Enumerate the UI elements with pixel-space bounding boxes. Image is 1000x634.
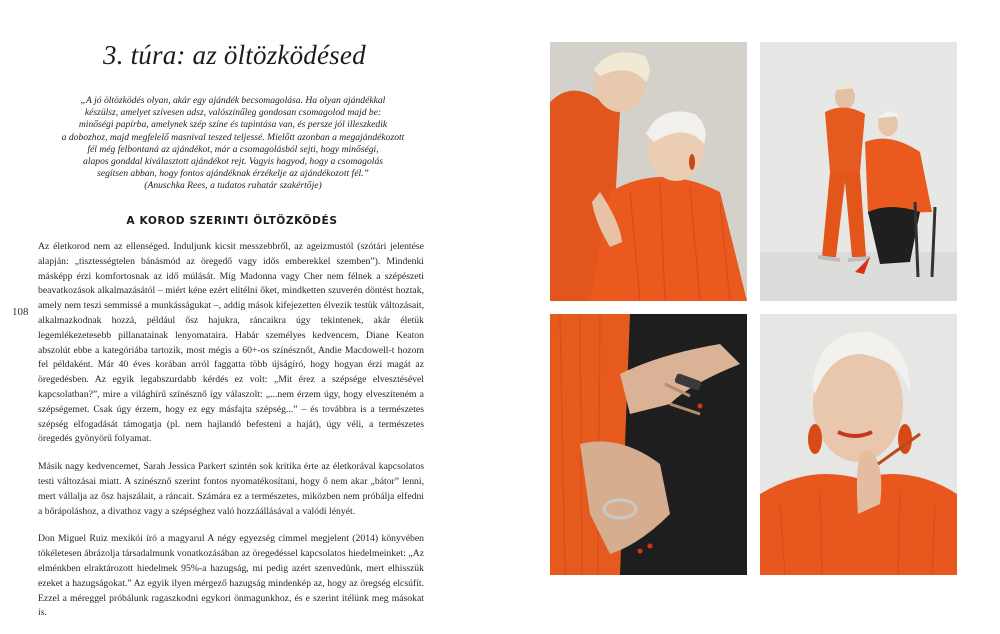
quote-line: minőségi papírba, amelynek szép színe és tapintása van, és persze jól illeszkedik [78, 119, 388, 131]
quote-line: a dobozhoz, majd megfelelő masnival teszed teljessé. Mielőtt azonban a megajándékozott [61, 131, 405, 143]
body-text [38, 240, 424, 634]
quote-line: „A jó öltözködés olyan, akár egy ajándék becsomagolása. Ha olyan ajándékkal [80, 95, 386, 106]
quote-attribution: (Anuschka Rees, a tudatos ruhatár szakértője) [144, 180, 322, 192]
body-paragraph: Don Miguel Ruiz mexikói író a magyarul A négy egyezség címmel megjelent (2014) könyvében tökéletesen ábrázolja társadalmunk vonatkozásában az öregedéssel kapcsolatos hiedelmeinket: „Az elménkben elraktározott hiedelmek 95%-a hazugság, mi pedig azért szenvedünk, mert elhisszük ezeket a hazugságokat.” Az egyik ilyen mérgező hazugság mindenkép az, hogy az öregség elcsúfít. Ezzel a méreggel próbálunk ragaszkodni egykori önmagunkhoz, és e szerint ítélünk meg másokat is. [38, 533, 424, 619]
body-paragraph: Az életkorod nem az ellenséged. Induljunk kicsit messzebbről, az ageizmustól (szótári jelentése alapján: „tisztességtelen bánásmód az öregedő vagy idős emberekkel szemben”). Mindenki másképp érzi komfortosnak az idő múlását. Míg Madonna vagy Cher nem félnek a szépészeti beavatkozások alkalmazásától – miért kéne ezért elítélni őket, mindketten szuverén döntést hoztak, amely nem teszi semmissé a munkásságukat –, addig mások kifejezetten élvezik testük változásait, alkalmazkodnak hozzá, például ősz hajukra, ráncaikra úgy tekintenek, akár életük legemlékezetesebb pillanatainak lenyomataira. Habár személyes kedvencem, Diane Keaton abszolút ebbe a kategóriába tartozik, most mégis a 60+-os színésznőt, Andie Macdowell-t hozom fel példaként. Már 40 éves korában arról faggatta több újságíró, hogy hogyan érzi magát az öregedésben. Az egyik legabszurdabb kérdés ez volt: „Mit érez a szépsége elvesztésével kapcsolatban?”, mire a világhírű színésznő így válaszolt: „...nem érzem úgy, hogy elveszíteném a szépségemet. Csak úgy érzem, hogy ez egy másfajta szépség...” – és továbbra is a természetes szépség elfogadását támogatja (pl. nem hajlandó befesteni a haját), úgy véli, a természetes öregedés gyönyörű folyamat. [38, 241, 424, 445]
photo-two-women-full-body [760, 42, 957, 301]
left-page [0, 0, 500, 625]
quote-line: készülsz, amelyet szívesen adsz, valószínűleg gondosan csomagolod majd be: [84, 107, 382, 119]
body-paragraph: Másik nagy kedvencemet, Sarah Jessica Parkert szintén sok kritika érte az életkorával kapcsolatos testi változásai miatt. A színésznő szerint fontos nyomatékosítani, hogy ő nem akar „bátor” lenni, mert vállalja az ősz hajszálait, a ráncait. Számára ez a természetes, miközben nem próbálja elfedni a bőrápoláshoz, a divathoz vagy a szépséghez való hozzáállásával a valódi lényét. [38, 461, 424, 517]
photo-portrait-woman-earrings [760, 314, 957, 575]
chapter-title: 3. túra: az öltözködésed [103, 40, 366, 70]
photo-hands-with-rings [550, 314, 747, 575]
quote-line: alapos gonddal kiválasztott ajándékot rejt. Vagyis hagyod, hogy a csomagolás [83, 156, 383, 168]
quote-line: segítsen abban, hogy fontos ajándéknak érzékelje az ajándékozott fél.” [97, 168, 369, 180]
quote-line: fél még felbontaná az ajándékot, már a csomagolásból sejti, hogy minőségi, [87, 143, 379, 155]
section-heading: A KOROD SZERINTI ÖLTÖZKÖDÉS [126, 215, 338, 227]
epigraph-quote [38, 95, 428, 193]
photo-two-women-embracing [550, 42, 747, 301]
page-number: 108 [12, 306, 29, 318]
